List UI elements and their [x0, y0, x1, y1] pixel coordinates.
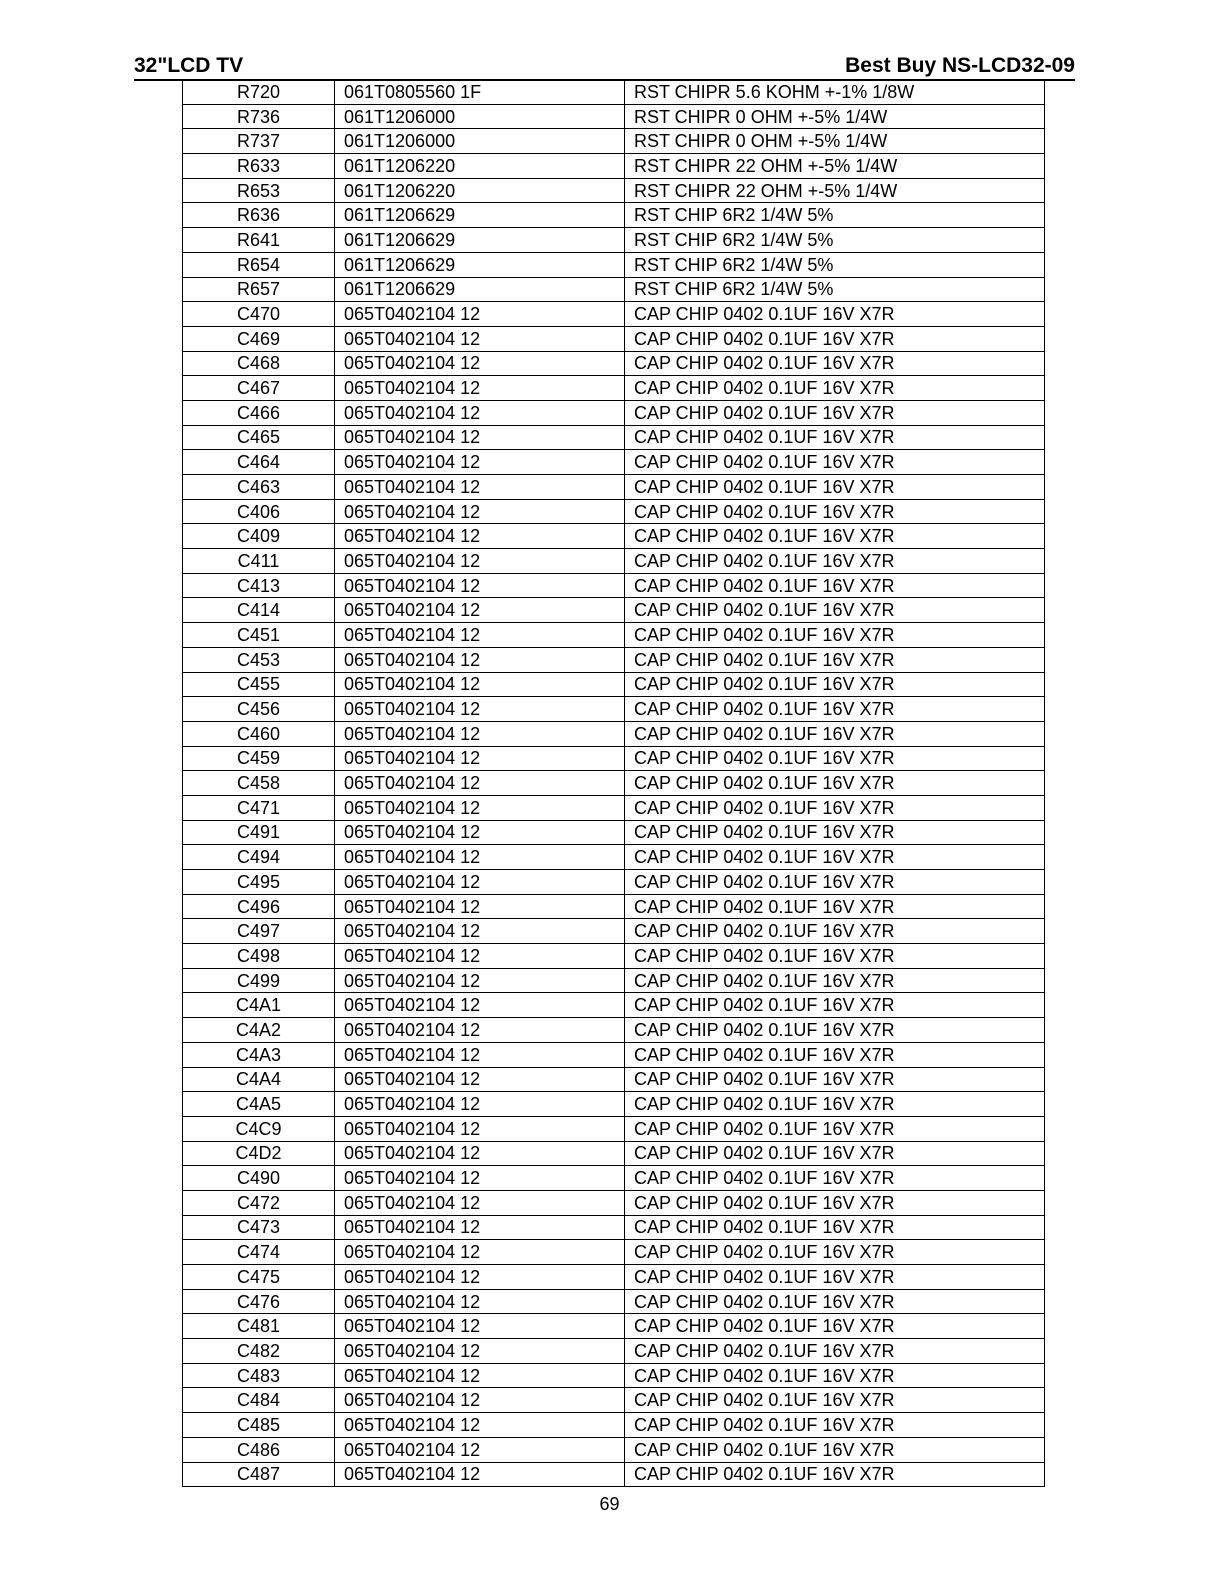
table-row [183, 1067, 1045, 1092]
table-row [183, 647, 1045, 672]
part-number-cell: 065T0402104 12 [335, 746, 625, 771]
table-row [183, 845, 1045, 870]
part-location-cell: C471 [183, 795, 335, 820]
part-location-cell: C406 [183, 499, 335, 524]
part-description-cell: CAP CHIP 0402 0.1UF 16V X7R [625, 721, 1045, 746]
table-row [183, 1388, 1045, 1413]
part-description-cell: CAP CHIP 0402 0.1UF 16V X7R [625, 795, 1045, 820]
part-location-cell: C499 [183, 968, 335, 993]
table-row [183, 820, 1045, 845]
part-number-cell: 065T0402104 12 [335, 623, 625, 648]
part-number-cell: 065T0402104 12 [335, 1437, 625, 1462]
part-location-cell: C4A2 [183, 1018, 335, 1043]
part-description-cell: CAP CHIP 0402 0.1UF 16V X7R [625, 475, 1045, 500]
part-location-cell: C494 [183, 845, 335, 870]
part-location-cell: C4A4 [183, 1067, 335, 1092]
table-row [183, 795, 1045, 820]
part-number-cell: 065T0402104 12 [335, 944, 625, 969]
part-description-cell: CAP CHIP 0402 0.1UF 16V X7R [625, 870, 1045, 895]
header-model-title: 32"LCD TV [134, 54, 244, 77]
part-number-cell: 061T1206629 [335, 252, 625, 277]
page-header [134, 52, 1075, 81]
part-description-cell: CAP CHIP 0402 0.1UF 16V X7R [625, 549, 1045, 574]
part-description-cell: CAP CHIP 0402 0.1UF 16V X7R [625, 771, 1045, 796]
table-row [183, 351, 1045, 376]
part-location-cell: C495 [183, 870, 335, 895]
part-location-cell: C482 [183, 1339, 335, 1364]
table-row [183, 154, 1045, 179]
part-description-cell: CAP CHIP 0402 0.1UF 16V X7R [625, 400, 1045, 425]
part-description-cell: CAP CHIP 0402 0.1UF 16V X7R [625, 894, 1045, 919]
part-location-cell: C459 [183, 746, 335, 771]
part-number-cell: 065T0402104 12 [335, 549, 625, 574]
table-row [183, 1190, 1045, 1215]
part-location-cell: C463 [183, 475, 335, 500]
part-number-cell: 065T0402104 12 [335, 1018, 625, 1043]
table-row [183, 475, 1045, 500]
part-description-cell: CAP CHIP 0402 0.1UF 16V X7R [625, 351, 1045, 376]
part-number-cell: 065T0402104 12 [335, 1215, 625, 1240]
part-number-cell: 065T0402104 12 [335, 1265, 625, 1290]
table-row [183, 870, 1045, 895]
table-row [183, 1363, 1045, 1388]
part-description-cell: CAP CHIP 0402 0.1UF 16V X7R [625, 993, 1045, 1018]
part-location-cell: C465 [183, 425, 335, 450]
part-description-cell: CAP CHIP 0402 0.1UF 16V X7R [625, 1018, 1045, 1043]
part-location-cell: C473 [183, 1215, 335, 1240]
part-description-cell: CAP CHIP 0402 0.1UF 16V X7R [625, 820, 1045, 845]
part-number-cell: 065T0402104 12 [335, 1166, 625, 1191]
part-description-cell: RST CHIPR 22 OHM +-5% 1/4W [625, 154, 1045, 179]
part-number-cell: 065T0402104 12 [335, 1240, 625, 1265]
part-location-cell: C484 [183, 1388, 335, 1413]
part-description-cell: CAP CHIP 0402 0.1UF 16V X7R [625, 647, 1045, 672]
part-description-cell: RST CHIP 6R2 1/4W 5% [625, 203, 1045, 228]
table-row [183, 623, 1045, 648]
part-location-cell: C4A1 [183, 993, 335, 1018]
part-description-cell: CAP CHIP 0402 0.1UF 16V X7R [625, 1215, 1045, 1240]
part-number-cell: 065T0402104 12 [335, 820, 625, 845]
table-row [183, 400, 1045, 425]
part-location-cell: C451 [183, 623, 335, 648]
part-number-cell: 061T1206000 [335, 129, 625, 154]
table-row [183, 277, 1045, 302]
table-row [183, 228, 1045, 253]
part-number-cell: 061T1206629 [335, 228, 625, 253]
part-location-cell: C4D2 [183, 1141, 335, 1166]
part-location-cell: C414 [183, 598, 335, 623]
part-description-cell: RST CHIPR 0 OHM +-5% 1/4W [625, 129, 1045, 154]
part-location-cell: C409 [183, 524, 335, 549]
table-row [183, 672, 1045, 697]
part-number-cell: 061T1206220 [335, 178, 625, 203]
table-row [183, 944, 1045, 969]
part-number-cell: 065T0402104 12 [335, 524, 625, 549]
part-description-cell: CAP CHIP 0402 0.1UF 16V X7R [625, 450, 1045, 475]
table-row [183, 993, 1045, 1018]
part-number-cell: 065T0402104 12 [335, 1190, 625, 1215]
table-row [183, 252, 1045, 277]
part-description-cell: RST CHIP 6R2 1/4W 5% [625, 228, 1045, 253]
table-row [183, 376, 1045, 401]
part-location-cell: R737 [183, 129, 335, 154]
part-description-cell: RST CHIPR 22 OHM +-5% 1/4W [625, 178, 1045, 203]
part-location-cell: C476 [183, 1289, 335, 1314]
page-number: 69 [599, 1494, 620, 1514]
part-location-cell: R736 [183, 104, 335, 129]
part-location-cell: C481 [183, 1314, 335, 1339]
part-number-cell: 065T0402104 12 [335, 845, 625, 870]
part-description-cell: CAP CHIP 0402 0.1UF 16V X7R [625, 326, 1045, 351]
table-row [183, 1215, 1045, 1240]
part-number-cell: 065T0402104 12 [335, 475, 625, 500]
table-row [183, 1042, 1045, 1067]
part-number-cell: 065T0402104 12 [335, 376, 625, 401]
part-number-cell: 061T1206629 [335, 203, 625, 228]
part-number-cell: 065T0402104 12 [335, 1413, 625, 1438]
table-row [183, 104, 1045, 129]
part-description-cell: CAP CHIP 0402 0.1UF 16V X7R [625, 968, 1045, 993]
part-description-cell: CAP CHIP 0402 0.1UF 16V X7R [625, 845, 1045, 870]
part-number-cell: 065T0402104 12 [335, 1042, 625, 1067]
part-number-cell: 065T0402104 12 [335, 1116, 625, 1141]
part-number-cell: 065T0402104 12 [335, 351, 625, 376]
part-location-cell: R641 [183, 228, 335, 253]
part-location-cell: R657 [183, 277, 335, 302]
part-location-cell: C4A5 [183, 1092, 335, 1117]
part-location-cell: C456 [183, 697, 335, 722]
part-location-cell: R653 [183, 178, 335, 203]
part-location-cell: C468 [183, 351, 335, 376]
parts-list-body [183, 80, 1045, 1487]
table-row [183, 968, 1045, 993]
part-description-cell: CAP CHIP 0402 0.1UF 16V X7R [625, 746, 1045, 771]
part-location-cell: C497 [183, 919, 335, 944]
part-description-cell: CAP CHIP 0402 0.1UF 16V X7R [625, 425, 1045, 450]
table-row [183, 1289, 1045, 1314]
table-row [183, 1413, 1045, 1438]
part-description-cell: CAP CHIP 0402 0.1UF 16V X7R [625, 499, 1045, 524]
part-location-cell: R720 [183, 80, 335, 105]
part-description-cell: CAP CHIP 0402 0.1UF 16V X7R [625, 1289, 1045, 1314]
part-description-cell: CAP CHIP 0402 0.1UF 16V X7R [625, 1042, 1045, 1067]
part-description-cell: CAP CHIP 0402 0.1UF 16V X7R [625, 1339, 1045, 1364]
part-number-cell: 065T0402104 12 [335, 647, 625, 672]
part-number-cell: 061T0805560 1F [335, 80, 625, 105]
table-row [183, 326, 1045, 351]
table-row [183, 771, 1045, 796]
table-row [183, 919, 1045, 944]
table-row [183, 573, 1045, 598]
part-description-cell: CAP CHIP 0402 0.1UF 16V X7R [625, 302, 1045, 327]
part-location-cell: C486 [183, 1437, 335, 1462]
part-description-cell: CAP CHIP 0402 0.1UF 16V X7R [625, 1462, 1045, 1487]
part-location-cell: C491 [183, 820, 335, 845]
header-product-name: Best Buy NS-LCD32-09 [845, 54, 1075, 77]
part-location-cell: C455 [183, 672, 335, 697]
part-location-cell: C4C9 [183, 1116, 335, 1141]
part-location-cell: C411 [183, 549, 335, 574]
part-description-cell: CAP CHIP 0402 0.1UF 16V X7R [625, 573, 1045, 598]
part-location-cell: C469 [183, 326, 335, 351]
part-description-cell: CAP CHIP 0402 0.1UF 16V X7R [625, 1314, 1045, 1339]
table-row [183, 746, 1045, 771]
table-row [183, 1092, 1045, 1117]
part-number-cell: 065T0402104 12 [335, 993, 625, 1018]
table-row [183, 1339, 1045, 1364]
part-location-cell: C413 [183, 573, 335, 598]
part-description-cell: RST CHIPR 0 OHM +-5% 1/4W [625, 104, 1045, 129]
part-number-cell: 065T0402104 12 [335, 598, 625, 623]
part-number-cell: 065T0402104 12 [335, 1289, 625, 1314]
part-description-cell: CAP CHIP 0402 0.1UF 16V X7R [625, 672, 1045, 697]
table-row [183, 425, 1045, 450]
part-number-cell: 065T0402104 12 [335, 400, 625, 425]
part-description-cell: CAP CHIP 0402 0.1UF 16V X7R [625, 1265, 1045, 1290]
part-number-cell: 061T1206000 [335, 104, 625, 129]
table-row [183, 129, 1045, 154]
part-number-cell: 065T0402104 12 [335, 1363, 625, 1388]
part-number-cell: 065T0402104 12 [335, 1092, 625, 1117]
part-number-cell: 065T0402104 12 [335, 795, 625, 820]
part-number-cell: 065T0402104 12 [335, 968, 625, 993]
table-row [183, 1018, 1045, 1043]
part-number-cell: 065T0402104 12 [335, 721, 625, 746]
part-number-cell: 061T1206629 [335, 277, 625, 302]
part-location-cell: C483 [183, 1363, 335, 1388]
table-row [183, 80, 1045, 105]
part-location-cell: C464 [183, 450, 335, 475]
part-description-cell: CAP CHIP 0402 0.1UF 16V X7R [625, 1092, 1045, 1117]
table-row [183, 1116, 1045, 1141]
part-description-cell: CAP CHIP 0402 0.1UF 16V X7R [625, 1363, 1045, 1388]
part-number-cell: 065T0402104 12 [335, 499, 625, 524]
part-number-cell: 065T0402104 12 [335, 326, 625, 351]
part-number-cell: 065T0402104 12 [335, 425, 625, 450]
part-description-cell: CAP CHIP 0402 0.1UF 16V X7R [625, 598, 1045, 623]
part-number-cell: 065T0402104 12 [335, 697, 625, 722]
part-number-cell: 065T0402104 12 [335, 1067, 625, 1092]
part-location-cell: C475 [183, 1265, 335, 1290]
part-location-cell: C485 [183, 1413, 335, 1438]
part-description-cell: CAP CHIP 0402 0.1UF 16V X7R [625, 1190, 1045, 1215]
parts-list-table [182, 79, 1045, 1487]
part-location-cell: C490 [183, 1166, 335, 1191]
table-row [183, 598, 1045, 623]
part-location-cell: C470 [183, 302, 335, 327]
part-number-cell: 065T0402104 12 [335, 1314, 625, 1339]
part-number-cell: 065T0402104 12 [335, 573, 625, 598]
part-location-cell: C472 [183, 1190, 335, 1215]
table-row [183, 524, 1045, 549]
part-description-cell: CAP CHIP 0402 0.1UF 16V X7R [625, 697, 1045, 722]
part-number-cell: 065T0402104 12 [335, 1462, 625, 1487]
table-row [183, 1141, 1045, 1166]
part-number-cell: 065T0402104 12 [335, 302, 625, 327]
part-location-cell: C487 [183, 1462, 335, 1487]
table-row [183, 302, 1045, 327]
part-description-cell: CAP CHIP 0402 0.1UF 16V X7R [625, 1437, 1045, 1462]
table-row [183, 721, 1045, 746]
part-description-cell: CAP CHIP 0402 0.1UF 16V X7R [625, 919, 1045, 944]
part-number-cell: 065T0402104 12 [335, 771, 625, 796]
table-row [183, 1265, 1045, 1290]
part-location-cell: R633 [183, 154, 335, 179]
part-number-cell: 065T0402104 12 [335, 1339, 625, 1364]
table-row [183, 203, 1045, 228]
part-location-cell: C460 [183, 721, 335, 746]
part-description-cell: CAP CHIP 0402 0.1UF 16V X7R [625, 623, 1045, 648]
part-number-cell: 065T0402104 12 [335, 1388, 625, 1413]
part-location-cell: C453 [183, 647, 335, 672]
table-row [183, 697, 1045, 722]
part-description-cell: CAP CHIP 0402 0.1UF 16V X7R [625, 1240, 1045, 1265]
part-location-cell: R636 [183, 203, 335, 228]
part-description-cell: CAP CHIP 0402 0.1UF 16V X7R [625, 1413, 1045, 1438]
part-description-cell: RST CHIPR 5.6 KOHM +-1% 1/8W [625, 80, 1045, 105]
part-description-cell: CAP CHIP 0402 0.1UF 16V X7R [625, 1388, 1045, 1413]
part-location-cell: C4A3 [183, 1042, 335, 1067]
table-row [183, 1166, 1045, 1191]
table-row [183, 1240, 1045, 1265]
part-description-cell: CAP CHIP 0402 0.1UF 16V X7R [625, 1166, 1045, 1191]
part-number-cell: 061T1206220 [335, 154, 625, 179]
part-description-cell: CAP CHIP 0402 0.1UF 16V X7R [625, 524, 1045, 549]
part-description-cell: CAP CHIP 0402 0.1UF 16V X7R [625, 1116, 1045, 1141]
table-row [183, 178, 1045, 203]
part-number-cell: 065T0402104 12 [335, 672, 625, 697]
table-row [183, 450, 1045, 475]
part-description-cell: RST CHIP 6R2 1/4W 5% [625, 252, 1045, 277]
table-row [183, 894, 1045, 919]
part-number-cell: 065T0402104 12 [335, 870, 625, 895]
part-number-cell: 065T0402104 12 [335, 450, 625, 475]
part-description-cell: CAP CHIP 0402 0.1UF 16V X7R [625, 376, 1045, 401]
table-row [183, 1462, 1045, 1487]
part-number-cell: 065T0402104 12 [335, 894, 625, 919]
part-location-cell: C474 [183, 1240, 335, 1265]
part-number-cell: 065T0402104 12 [335, 919, 625, 944]
part-description-cell: CAP CHIP 0402 0.1UF 16V X7R [625, 1067, 1045, 1092]
part-description-cell: RST CHIP 6R2 1/4W 5% [625, 277, 1045, 302]
part-location-cell: R654 [183, 252, 335, 277]
part-number-cell: 065T0402104 12 [335, 1141, 625, 1166]
part-location-cell: C467 [183, 376, 335, 401]
table-row [183, 549, 1045, 574]
part-location-cell: C496 [183, 894, 335, 919]
table-row [183, 499, 1045, 524]
table-row [183, 1437, 1045, 1462]
part-location-cell: C498 [183, 944, 335, 969]
part-location-cell: C458 [183, 771, 335, 796]
part-description-cell: CAP CHIP 0402 0.1UF 16V X7R [625, 944, 1045, 969]
table-row [183, 1314, 1045, 1339]
part-description-cell: CAP CHIP 0402 0.1UF 16V X7R [625, 1141, 1045, 1166]
part-location-cell: C466 [183, 400, 335, 425]
